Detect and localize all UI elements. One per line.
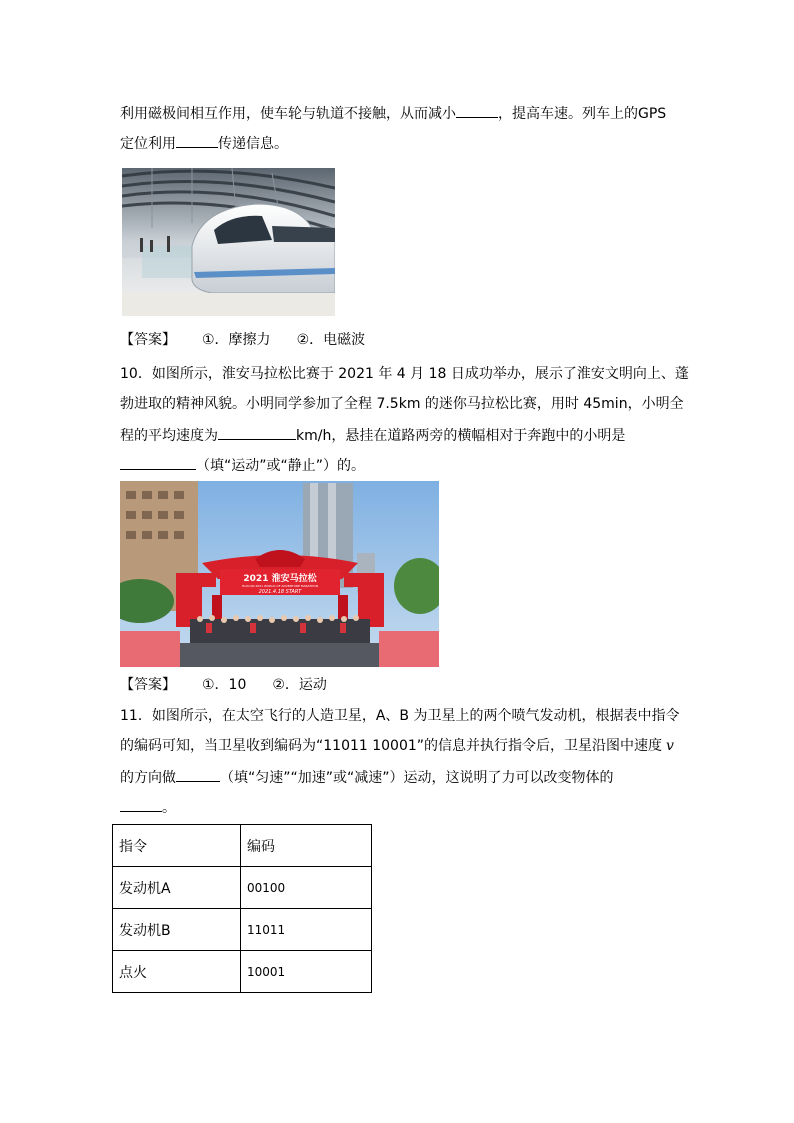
- q11-line-4-text: 。: [162, 800, 176, 816]
- answer-blank[interactable]: [120, 796, 162, 812]
- q11-line-1-text: 11．如图所示，在太空飞行的人造卫星，A、B 为卫星上的两个喷气发动机，根据表中指令: [120, 708, 680, 724]
- marathon-start-photo: [120, 481, 439, 667]
- arch-subtitle: HUAI'AN 2021 WORLD OF ADVENTURE MARATHON: [241, 584, 319, 588]
- q11-line-1: [120, 706, 679, 726]
- q11-line-4: [120, 796, 176, 816]
- command-code-table: [112, 824, 372, 993]
- q10-line-3: [120, 424, 625, 444]
- answer-label: 【答案】: [120, 677, 176, 693]
- q9-line-2-text-a: 定位利用: [120, 136, 176, 152]
- answer-1: ①．摩擦力: [202, 332, 271, 348]
- q9-line-2-text-b: 传递信息。: [218, 136, 288, 152]
- q11-line-3-text-b: （填“匀速”“加速”或“减速”）运动，这说明了力可以改变物体的: [220, 770, 614, 786]
- velocity-symbol: v: [666, 738, 674, 754]
- answer-blank[interactable]: [120, 454, 196, 470]
- q9-line-2: [120, 132, 288, 152]
- q11-line-2-text: 的编码可知，当卫星收到编码为“11011 10001”的信息并执行指令后，卫星沿图中速度: [120, 738, 663, 754]
- q10-line-4: [120, 454, 365, 474]
- q9-answer: [120, 330, 365, 350]
- arch-date: 2021.4.18 START: [258, 589, 302, 595]
- table-cell: 点火: [113, 951, 241, 993]
- table-row: [113, 867, 372, 909]
- table-cell: 00100: [241, 867, 372, 909]
- table-cell: 发动机A: [113, 867, 241, 909]
- marathon-illustration: [120, 481, 439, 667]
- table-cell: 发动机B: [113, 909, 241, 951]
- table-row: [113, 951, 372, 993]
- q10-answer: [120, 675, 327, 695]
- q10-line-2-text: 勃进取的精神风貌。小明同学参加了全程 7.5km 的迷你马拉松比赛，用时 45min，小明全: [120, 396, 684, 412]
- q11-line-3-text-a: 的方向做: [120, 770, 176, 786]
- table-header-cell: 编码: [241, 825, 372, 867]
- answer-blank[interactable]: [456, 102, 498, 118]
- answer-blank[interactable]: [176, 132, 218, 148]
- table-header-row: [113, 825, 372, 867]
- q10-line-3-text-b: km/h，悬挂在道路两旁的横幅相对于奔跑中的小明是: [296, 428, 626, 444]
- answer-blank[interactable]: [218, 424, 296, 440]
- q11-line-2: [120, 736, 674, 756]
- q10-line-2: [120, 394, 684, 414]
- q10-line-1-text: 10．如图所示，淮安马拉松比赛于 2021 年 4 月 18 日成功举办，展示了淮安文明向上、蓬: [120, 366, 689, 382]
- q10-line-3-text-a: 程的平均速度为: [120, 428, 218, 444]
- table-row: [113, 909, 372, 951]
- q9-line-1-text-b: ，提高车速。列车上的GPS: [498, 106, 667, 122]
- arch-title: 2021 淮安马拉松: [243, 574, 317, 584]
- q10-line-1: [120, 364, 689, 384]
- q11-line-3: [120, 766, 614, 786]
- table-cell: 10001: [241, 951, 372, 993]
- table-cell: 11011: [241, 909, 372, 951]
- answer-blank[interactable]: [176, 766, 220, 782]
- answer-label: 【答案】: [120, 332, 176, 348]
- answer-1: ①．10: [202, 677, 247, 693]
- table-header-cell: 指令: [113, 825, 241, 867]
- maglev-train-photo: [122, 168, 335, 316]
- q9-line-1-text-a: 利用磁极间相互作用，使车轮与轨道不接触，从而减小: [120, 106, 456, 122]
- answer-2: ②．运动: [272, 677, 327, 693]
- q9-line-1: [120, 102, 666, 122]
- maglev-train-illustration: [122, 168, 335, 316]
- answer-2: ②．电磁波: [296, 332, 366, 348]
- q10-line-4-text: （填“运动”或“静止”）的。: [196, 458, 366, 474]
